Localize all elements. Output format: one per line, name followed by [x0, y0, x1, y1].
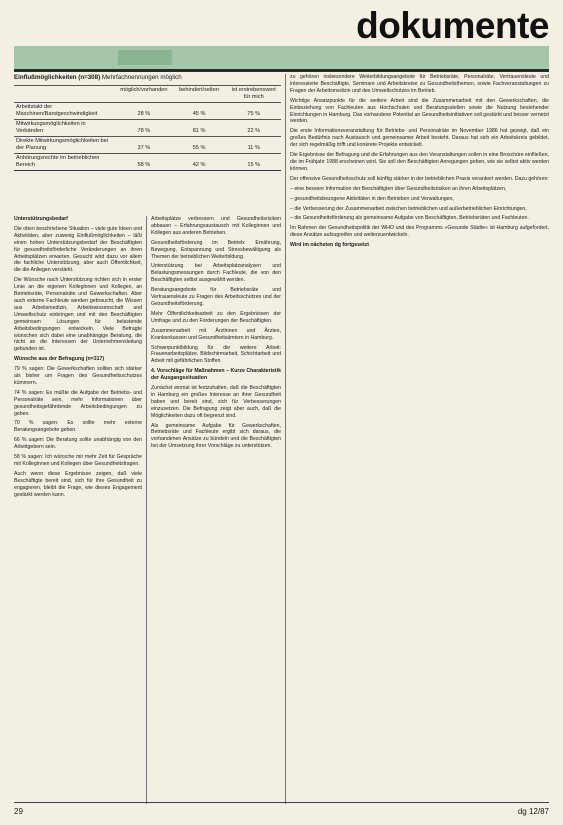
section-heading: 4. Vorschläge für Maßnahmen – Kurze Charakteristik der Ausgangssituation — [151, 368, 281, 382]
paragraph: Arbeitsplätze verbessern und Gesundheitsrisiken abbauen – Erfahrungsaustausch mit Kolleginnen und Kollegen aus anderen Betrieben. — [151, 216, 281, 236]
table-row — [14, 103, 281, 120]
paragraph: Mehr Öffentlichkeitsarbeit zu den Ergebnissen der Umfrage und zu den Forderungen der Beschäftigten. — [151, 310, 281, 324]
table-cell: 22 % — [226, 120, 281, 137]
row-label: Arbeitstakt der Maschinen/Bandgeschwindigkeit — [14, 103, 116, 120]
text-column-2 — [151, 216, 281, 453]
paragraph: Zusammenarbeit mit Ärztinnen und Ärzten, Krankenkassen und Gesundheitsämtern in Hamburg. — [151, 327, 281, 341]
paragraph: zu gehören insbesondere Weiterbildungsangebote für Betriebsräte, Personalräte, Vertrauensleute und interessierte Beschäftigte, Seminare und Arbeitskreise zu Gesundheitsthemen, sowie Fachveranstaltungen zu Fragen der Arbeitsmedizin und des Umweltschutzes im Betrieb. — [290, 74, 549, 94]
paragraph: Gesundheitsförderung im Betrieb: Ernährung, Bewegung, Entspannung und Stressbewältigung als Themen der betrieblichen Weiterbildung. — [151, 239, 281, 260]
table-cell: 81 % — [172, 120, 227, 137]
footer-divider — [14, 802, 549, 803]
paragraph: 70 % sagen: Es sollte mehr externe Beratungsangebote geben. — [14, 420, 142, 434]
column-header: möglich/vorhanden — [116, 86, 172, 103]
issue-label: dg 12/87 — [517, 807, 549, 816]
paragraph: Im Rahmen der Gesundheitspolitik der WHO und des Programms »Gesunde Städte« ist Hamburg aufgefordert, diese Ansätze aufzugreifen und weiterzuentwickeln. — [290, 225, 549, 239]
text-column-1 — [14, 216, 142, 502]
column-rule — [146, 216, 147, 804]
paragraph: 66 % sagen: Die Beratung sollte unabhängig von den Arbeitgebern sein. — [14, 437, 142, 451]
table-header-row — [14, 86, 281, 103]
row-label: Mitwirkungsmöglichkeiten in Verbänden — [14, 120, 116, 137]
influence-table — [14, 85, 281, 171]
header-divider — [14, 69, 549, 72]
row-label: Direkte Mitwirkungsmöglichkeiten bei der Planung — [14, 137, 116, 154]
paragraph: Beratungsangebote für Betriebsräte und Vertrauensleute zu Fragen des Arbeitsschutzes und der Gesundheitsförderung. — [151, 287, 281, 307]
column-header: behindert/selten — [172, 86, 227, 103]
row-label: Anhörungsrechte im betrieblichen Bereich — [14, 154, 116, 171]
table-cell: 28 % — [116, 103, 172, 120]
table-cell: 75 % — [226, 103, 281, 120]
section-title: dokumente — [356, 5, 549, 46]
paragraph: 79 % sagen: Die Gewerkschaften sollten sich stärker als bisher um Fragen des Gesundheitsschutzes kümmern. — [14, 366, 142, 386]
section-heading: Wünsche aus der Befragung (n=317) — [14, 356, 105, 363]
table-row — [14, 137, 281, 154]
column-header — [14, 86, 116, 103]
paragraph: Die oben beschriebene Situation – viele gute Ideen und Aktivitäten, aber zuwenig Einflußmöglichkeiten – läßt einen hohen Unterstützungsbedarf der Beschäftigten für gesundheitsförderliche Veränderungen an ihren Arbeitsplätzen erwarten. Gesucht wird dazu vor allem die fachliche Unterstützung, aber auch Öffentlichkeit, die die Anliegen verstärkt. — [14, 225, 142, 274]
table-cell: 11 % — [226, 137, 281, 154]
table-row — [14, 154, 281, 171]
table-cell: 78 % — [116, 120, 172, 137]
header-color-bar — [14, 46, 549, 69]
table-row — [14, 120, 281, 137]
table-caption: Einflußmöglichkeiten (n=308) Mehrfachnennungen möglich — [14, 74, 182, 81]
page-number: 29 — [14, 807, 23, 816]
column-header: ist erstrebenswert für mich — [226, 86, 281, 103]
table-cell: 15 % — [226, 154, 281, 171]
table-cell: 42 % — [172, 154, 227, 171]
list-item: – eine bessere Information der Beschäftigten über Gesundheitsrisiken an ihren Arbeitsplätzen, — [290, 185, 507, 192]
paragraph: Die Wünsche nach Unterstützung richten sich in erster Linie an die eigenen Kolleginnen und Kollegen, an Betriebsräte, Personalräte und Gewerkschaften. Aber auch externe Fachleute werden gebraucht, die Wissen aus Arbeitsmedizin, Arbeitswissenschaft und Umweltschutz einbringen und mit den Beschäftigten gemeinsam Lösungen für belastende Arbeitsbedingungen entwickeln. Viele Befragte wünschen sich dabei eine unabhängige Beratung, die nicht an die Interessen der Unternehmensleitung gebunden ist. — [14, 277, 142, 353]
header-color-block — [118, 50, 172, 65]
table-cell: 45 % — [172, 103, 227, 120]
influence-table-block — [14, 74, 281, 171]
paragraph: Die erste Informationsveranstaltung für Betriebs- und Personalräte im November 1986 hat gezeigt, daß ein großes Bedürfnis nach Austausch und gemeinsamer Arbeit besteht. Daraus hat sich ein Arbeitskreis gebildet, der sich regelmäßig trifft und konkrete Projekte entwickelt. — [290, 128, 549, 149]
table-cell: 37 % — [116, 137, 172, 154]
list-item: – die Gesundheitsförderung als gemeinsame Aufgabe von Beschäftigten, Betriebsräten und Fachleuten. — [290, 215, 529, 222]
paragraph: 58 % sagen: Ich wünsche mir mehr Zeit für Gespräche mit Kolleginnen und Kollegen über Gesundheitsfragen. — [14, 454, 142, 467]
list-item: – gesundheitsbezogene Aktivitäten in den Betrieben und Verwaltungen, — [290, 195, 454, 202]
table-cell: 55 % — [172, 137, 227, 154]
paragraph: Auch wenn diese Ergebnisse zeigen, daß viele Beschäftigte bereit sind, sich für ihre Gesundheit zu engagieren, bleibt die Frage, wie dieses Engagement gestärkt werden kann. — [14, 470, 142, 498]
column-rule — [285, 74, 286, 804]
paragraph: Wichtige Ansatzpunkte für die weitere Arbeit sind die Zusammenarbeit mit den Gewerkschaften, die Einbeziehung von Fachleuten aus Hochschulen und Beratungsstellen sowie die Nutzung bestehender Einrichtungen in Hamburg. Das vorhandene Potential an Gesundheitsinitiativen soll gestärkt und besser vernetzt werden. — [290, 97, 549, 125]
paragraph: Schwerpunktbildung für die weitere Arbeit: Frauenarbeitsplätze, Bildschirmarbeit, Schichtarbeit und Arbeit mit gefährlichen Stoffen. — [151, 344, 281, 365]
list-item: – die Verbesserung der Zusammenarbeit zwischen betrieblichen und außerbetrieblichen Einrichtungen, — [290, 205, 527, 212]
paragraph: Unterstützung bei Arbeitsplatzanalysen und Belastungsmessungen durch Fachleute, die von den Beschäftigten selbst ausgewählt werden. — [151, 263, 281, 284]
paragraph: Der offensive Gesundheitsschutz soll künftig stärker in der betrieblichen Praxis verankert werden. Dazu gehören: — [290, 175, 549, 182]
paragraph: Die Ergebnisse der Befragung und die Erfahrungen aus den Veranstaltungen sollen in eine Broschüre einfließen, die im Frühjahr 1988 erscheinen wird. Sie soll den Beschäftigten Anregungen geben, wie sie selbst aktiv werden können. — [290, 152, 549, 172]
section-heading: Unterstützungsbedarf — [14, 216, 68, 222]
table-cell: 58 % — [116, 154, 172, 171]
paragraph: Als gemeinsame Aufgabe für Gewerkschaften, Betriebsräte und Fachleute ergibt sich daraus, die vorhandenen Ansätze zu bündeln und die Beschäftigten bei der Umsetzung ihrer Vorschläge zu unterstützen. — [151, 422, 281, 450]
continued-note: Wird im nächsten dg fortgesetzt — [290, 242, 369, 249]
text-column-3 — [290, 74, 549, 252]
paragraph: 74 % sagen: Es müßte die Aufgabe der Betriebs- und Personalräte sein, mehr Informationen über gesundheitsgefährdende Arbeitsbedingungen zu geben. — [14, 389, 142, 417]
paragraph: Zunächst einmal ist festzuhalten, daß die Beschäftigten in Hamburg ein großes Interesse an ihrer Gesundheit haben und bereit sind, sich für Verbesserungen einzusetzen. Die Befragung zeigt aber auch, daß die Möglichkeiten dazu oft begrenzt sind. — [151, 385, 281, 419]
